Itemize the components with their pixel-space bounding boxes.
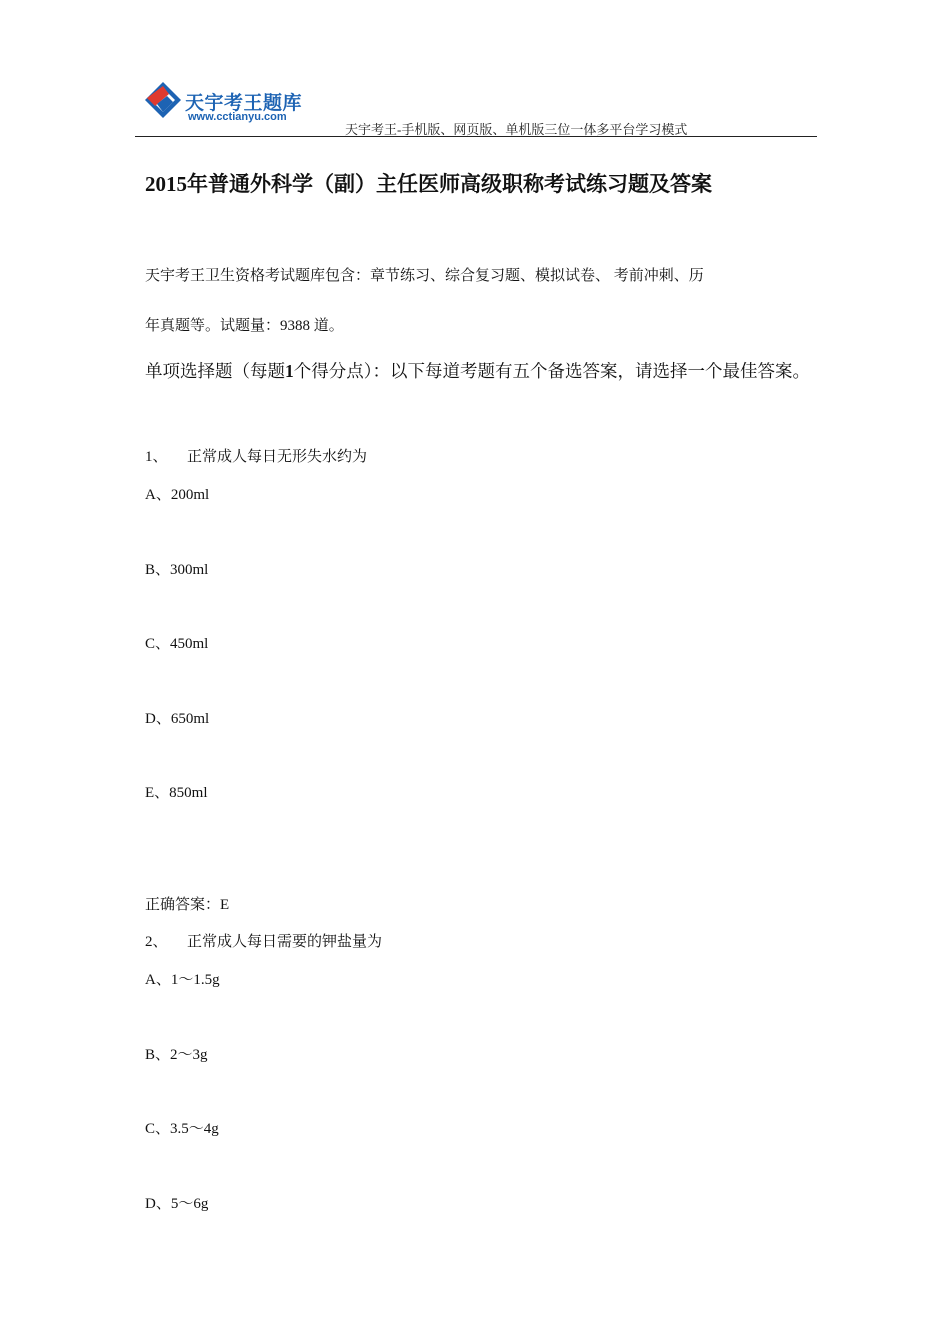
instructions-score: 1	[285, 361, 294, 381]
document-title: 2015年普通外科学（副）主任医师高级职称考试练习题及答案	[145, 172, 712, 196]
header-slogan: 天宇考王-手机版、网页版、单机版三位一体多平台学习模式	[345, 122, 688, 137]
question-1-option-a: A、200ml	[145, 487, 210, 503]
question-2-option-c: C、3.5～4g	[145, 1121, 219, 1137]
question-1-number: 1、	[145, 449, 168, 465]
logo	[143, 80, 313, 126]
page-header	[135, 78, 817, 137]
question-1-answer: 正确答案：E	[145, 897, 230, 913]
question-2-stem	[145, 930, 382, 951]
question-2-option-a: A、1～1.5g	[145, 972, 220, 988]
question-1-option-b: B、300ml	[145, 562, 209, 578]
intro-line-1: 天宇考王卫生资格考试题库包含：章节练习、综合复习题、模拟试卷、 考前冲刺、历	[145, 268, 704, 284]
question-2-option-b: B、2～3g	[145, 1047, 208, 1063]
question-1-option-e: E、850ml	[145, 785, 208, 801]
question-2-option-d: D、5～6g	[145, 1196, 209, 1212]
question-2-text: 正常成人每日需要的钾盐量为	[187, 934, 383, 950]
question-1-stem	[145, 445, 367, 466]
question-2-number: 2、	[145, 934, 168, 950]
logo-url: www.cctianyu.com	[188, 111, 287, 123]
instructions-text-2: 个得分点）：以下每道考题有五个备选答案，请选择一个最佳答案。	[293, 361, 810, 381]
question-1-option-c: C、450ml	[145, 636, 209, 652]
question-1-text: 正常成人每日无形失水约为	[187, 449, 368, 465]
question-1-option-d: D、650ml	[145, 711, 210, 727]
logo-mark-icon	[143, 80, 183, 124]
logo-name: 天宇考王题库	[185, 92, 303, 114]
intro-line-2: 年真题等。试题量：9388 道。	[145, 318, 344, 334]
section-instructions	[145, 359, 815, 384]
instructions-text-1: 单项选择题（每题	[145, 361, 285, 381]
